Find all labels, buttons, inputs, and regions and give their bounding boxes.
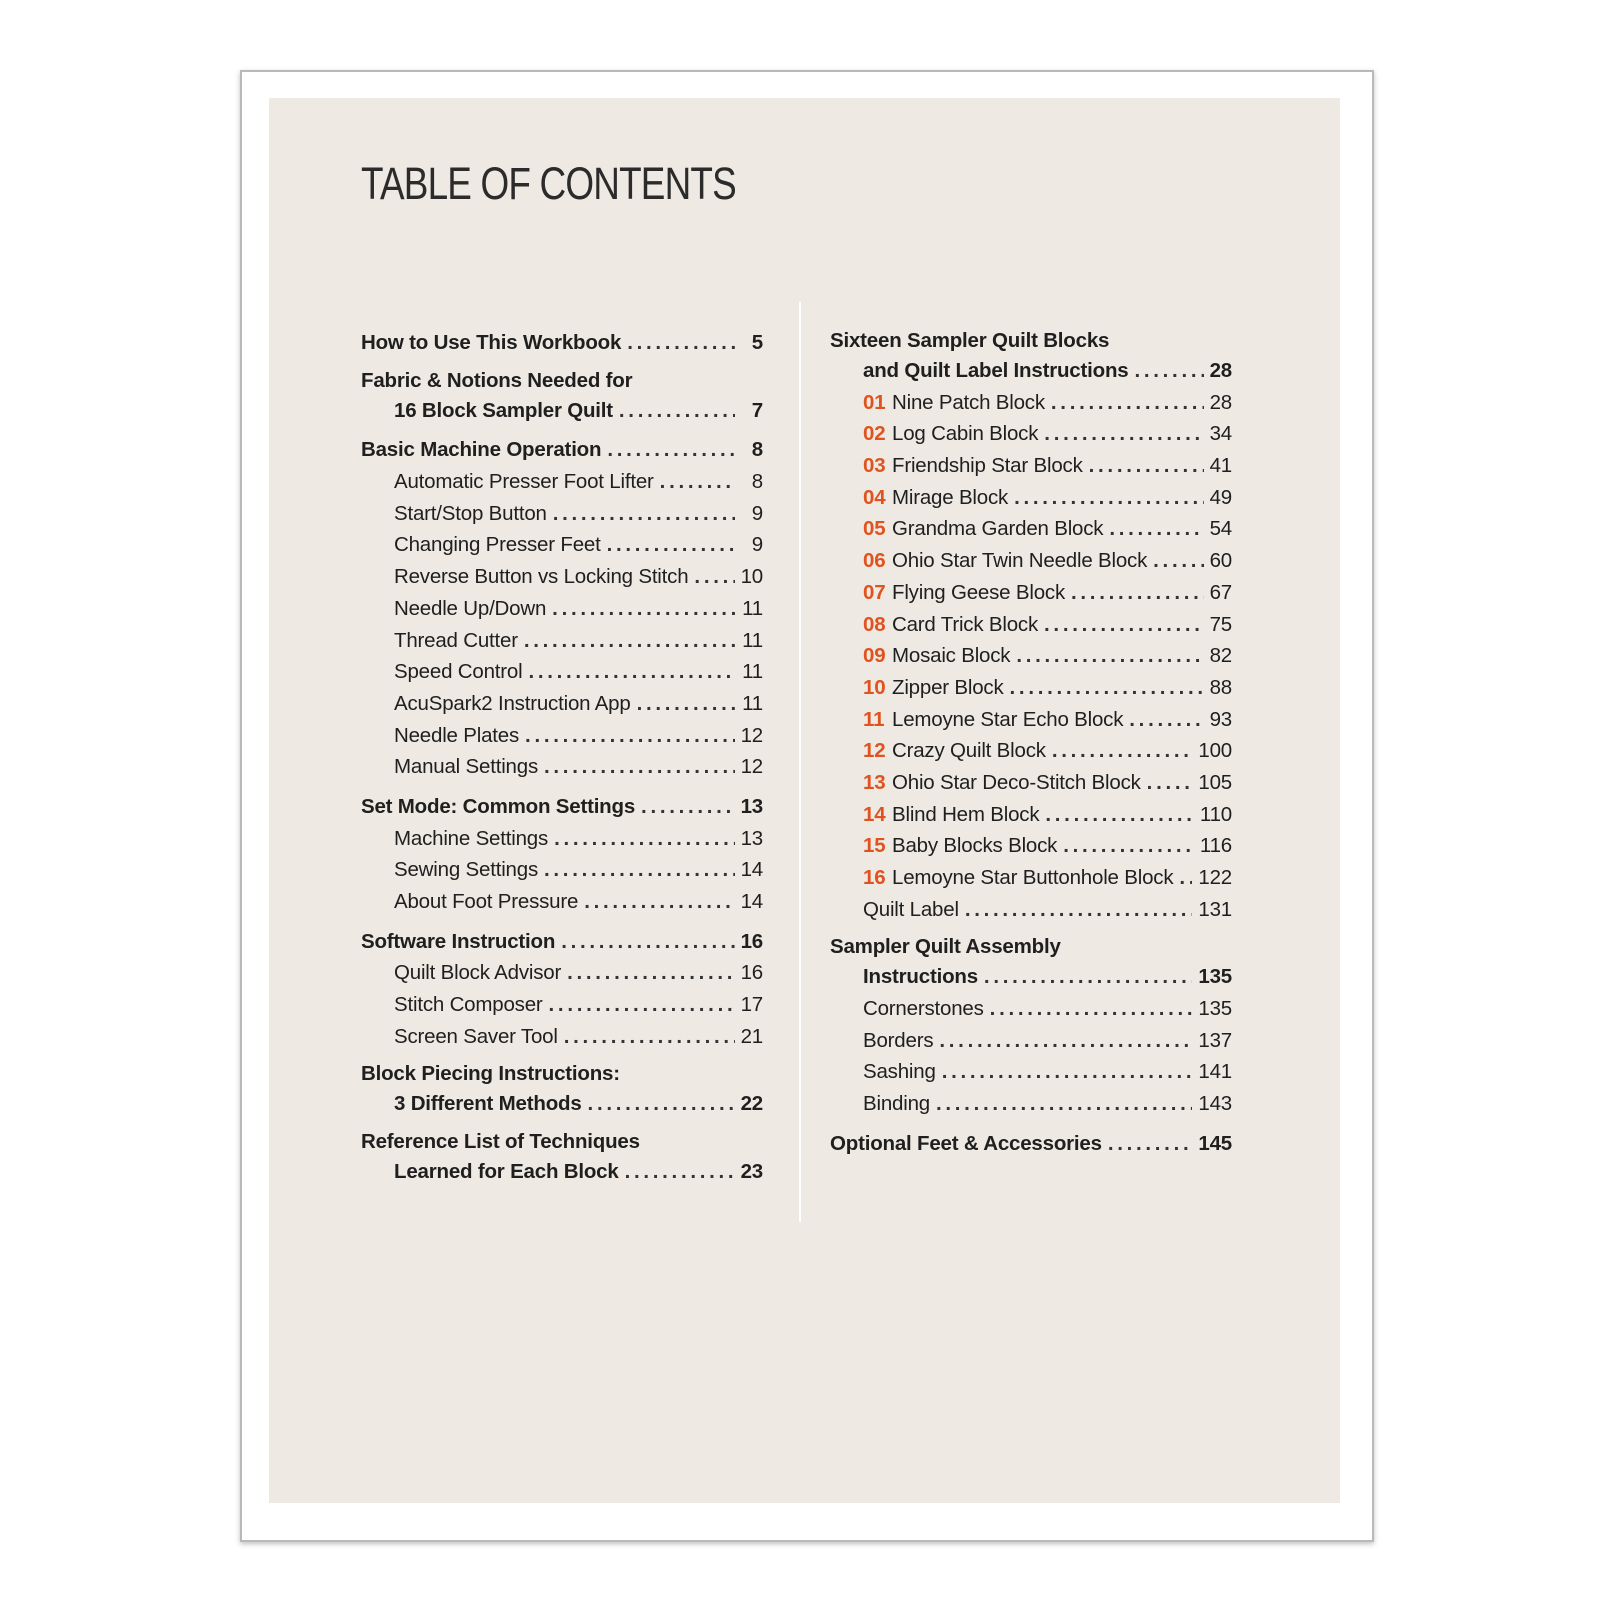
toc-entry-label: Log Cabin Block xyxy=(892,422,1039,446)
toc-page-number: 11 xyxy=(742,660,763,684)
toc-entry-software-instruction[interactable] xyxy=(361,926,763,958)
dot-leader xyxy=(525,720,735,752)
dot-leader xyxy=(607,434,735,466)
toc-entry-label: Quilt Block Advisor xyxy=(394,961,562,985)
toc-entry-start-stop-button[interactable] xyxy=(361,498,763,530)
block-number: 04 xyxy=(863,485,886,509)
toc-page-number: 67 xyxy=(1209,580,1232,604)
toc-entry-label: Flying Geese Block xyxy=(892,580,1066,604)
toc-page-number: 28 xyxy=(1209,390,1232,414)
toc-entry-grandma-garden-block[interactable] xyxy=(830,513,1232,545)
block-number: 09 xyxy=(863,644,886,668)
toc-page-number: 8 xyxy=(751,470,763,494)
toc-page-number: 135 xyxy=(1198,997,1232,1021)
toc-entry-label: Basic Machine Operation xyxy=(361,438,602,462)
toc-entry-how-to-use-this-workbook[interactable] xyxy=(361,327,763,359)
toc-entry-quilt-block-advisor[interactable] xyxy=(361,957,763,989)
toc-entry-zipper-block[interactable] xyxy=(830,672,1232,704)
toc-entry-label: Cornerstones xyxy=(863,997,984,1021)
toc-page-number: 75 xyxy=(1209,612,1232,636)
dot-leader xyxy=(1134,355,1203,387)
toc-section-heading[interactable] xyxy=(361,1060,763,1088)
toc-page-number: 7 xyxy=(751,398,763,422)
toc-entry-binding[interactable] xyxy=(830,1088,1232,1120)
toc-entry-label: 3 Different Methods xyxy=(394,1092,582,1116)
toc-entry-learned-for-each-block[interactable] xyxy=(361,1156,763,1188)
toc-entry-label: Borders xyxy=(863,1028,934,1052)
toc-entry-label: AcuSpark2 Instruction App xyxy=(394,691,631,715)
toc-entry-instructions[interactable] xyxy=(830,961,1232,993)
block-number: 10 xyxy=(863,675,886,699)
toc-page-number: 143 xyxy=(1198,1092,1232,1116)
dot-leader xyxy=(549,989,735,1021)
block-number: 13 xyxy=(863,770,886,794)
toc-entry-label: Ohio Star Deco-Stitch Block xyxy=(892,770,1141,794)
toc-page-number: 41 xyxy=(1209,454,1232,478)
toc-entry-lemoyne-star-echo-block[interactable] xyxy=(830,704,1232,736)
toc-page-number: 54 xyxy=(1209,517,1232,541)
toc-entry-flying-geese-block[interactable] xyxy=(830,577,1232,609)
dot-leader xyxy=(984,961,1192,993)
toc-entry-reverse-button-vs-locking-stitch[interactable] xyxy=(361,561,763,593)
block-number: 06 xyxy=(863,549,886,573)
dot-leader xyxy=(544,751,735,783)
dot-leader xyxy=(660,466,735,498)
toc-page-number: 116 xyxy=(1199,834,1232,858)
toc-entry-label: Instructions xyxy=(863,965,978,989)
toc-page-number: 5 xyxy=(751,331,763,354)
toc-entry-label: Needle Up/Down xyxy=(394,596,547,620)
toc-entry-label: Lemoyne Star Buttonhole Block xyxy=(892,866,1174,889)
toc-entry-label: Lemoyne Star Echo Block xyxy=(892,707,1124,731)
dot-leader xyxy=(694,561,734,593)
toc-page-number: 141 xyxy=(1198,1060,1232,1084)
toc-entry-label: About Foot Pressure xyxy=(394,890,579,913)
block-number: 12 xyxy=(863,739,886,763)
block-number: 08 xyxy=(863,612,886,636)
dot-leader xyxy=(1108,1128,1193,1160)
toc-heading-text: Sixteen Sampler Quilt Blocks xyxy=(830,329,1110,352)
toc-entry-about-foot-pressure[interactable] xyxy=(361,886,763,918)
toc-entry-label: Manual Settings xyxy=(394,755,539,779)
dot-leader xyxy=(1129,704,1203,736)
toc-entry-label: and Quilt Label Instructions xyxy=(863,359,1129,382)
block-number: 05 xyxy=(863,517,886,541)
toc-entry-card-trick-block[interactable] xyxy=(830,609,1232,641)
toc-section-heading[interactable] xyxy=(361,367,763,395)
toc-entry-needle-plates[interactable] xyxy=(361,720,763,752)
dot-leader xyxy=(942,1056,1193,1088)
toc-entry-thread-cutter[interactable] xyxy=(361,625,763,657)
dot-leader xyxy=(965,894,1193,926)
block-number: 02 xyxy=(863,422,886,446)
toc-page-number: 49 xyxy=(1209,485,1232,509)
toc-entry-3-different-methods[interactable] xyxy=(361,1088,763,1120)
toc-section-heading[interactable] xyxy=(830,933,1232,961)
dot-leader xyxy=(625,1156,735,1188)
toc-entry-label: Start/Stop Button xyxy=(394,501,547,525)
toc-entry-log-cabin-block[interactable] xyxy=(830,418,1232,450)
column-divider xyxy=(799,302,801,1222)
dot-leader xyxy=(1179,862,1192,894)
toc-entry-label: 16 Block Sampler Quilt xyxy=(394,398,613,422)
toc-page-number: 34 xyxy=(1209,422,1232,446)
toc-entry-label: How to Use This Workbook xyxy=(361,331,622,354)
toc-page-number: 14 xyxy=(740,890,763,913)
toc-entry-changing-presser-feet[interactable] xyxy=(361,529,763,561)
dot-leader xyxy=(567,957,734,989)
toc-entry-label: Binding xyxy=(863,1092,930,1116)
dot-leader xyxy=(1010,672,1204,704)
toc-page-number: 21 xyxy=(740,1024,763,1048)
toc-page-number: 131 xyxy=(1198,897,1232,921)
dot-leader xyxy=(1044,609,1204,641)
toc-entry-quilt-label[interactable] xyxy=(830,894,1232,926)
dot-leader xyxy=(1014,482,1204,514)
dot-leader xyxy=(619,395,735,427)
toc-page-number: 10 xyxy=(740,565,763,589)
toc-page-number: 11 xyxy=(742,691,763,715)
toc-entry-sewing-settings[interactable] xyxy=(361,854,763,886)
dot-leader xyxy=(1089,450,1204,482)
dot-leader xyxy=(1109,513,1203,545)
toc-entry-automatic-presser-foot-lifter[interactable] xyxy=(361,466,763,498)
toc-entry-borders[interactable] xyxy=(830,1025,1232,1057)
toc-entry-label: Card Trick Block xyxy=(892,612,1039,636)
dot-leader xyxy=(637,688,735,720)
toc-entry-label: Changing Presser Feet xyxy=(394,533,601,557)
toc-page-number: 11 xyxy=(742,596,763,620)
toc-left-column xyxy=(361,327,763,1188)
toc-entry-crazy-quilt-block[interactable] xyxy=(830,735,1232,767)
toc-entry-acuspark2-instruction-app[interactable] xyxy=(361,688,763,720)
block-number: 11 xyxy=(863,707,885,731)
dot-leader xyxy=(641,791,735,823)
toc-heading-text: Block Piecing Instructions: xyxy=(361,1062,620,1086)
toc-page-number: 11 xyxy=(742,628,763,652)
dot-leader xyxy=(552,593,735,625)
toc-page-number: 9 xyxy=(751,501,763,525)
toc-entry-label: Quilt Label xyxy=(863,897,959,921)
dot-leader xyxy=(607,529,735,561)
dot-leader xyxy=(990,993,1193,1025)
toc-page-number: 145 xyxy=(1198,1131,1232,1155)
toc-entry-sashing[interactable] xyxy=(830,1056,1232,1088)
toc-entry-needle-up-down[interactable] xyxy=(361,593,763,625)
toc-entry-nine-patch-block[interactable] xyxy=(830,387,1232,419)
block-number: 15 xyxy=(863,834,886,858)
dot-leader xyxy=(554,823,735,855)
toc-entry-label: Screen Saver Tool xyxy=(394,1024,558,1048)
toc-entry-set-mode-common-settings[interactable] xyxy=(361,791,763,823)
toc-entry-manual-settings[interactable] xyxy=(361,751,763,783)
toc-entry-label: Mosaic Block xyxy=(892,644,1011,668)
toc-page-number: 93 xyxy=(1209,707,1232,731)
toc-entry-label: Reverse Button vs Locking Stitch xyxy=(394,565,689,589)
dot-leader xyxy=(1045,799,1194,831)
toc-page-number: 137 xyxy=(1198,1028,1232,1052)
toc-page-number: 82 xyxy=(1209,644,1232,668)
toc-entry-label: Nine Patch Block xyxy=(892,390,1045,414)
toc-page-number: 14 xyxy=(740,858,763,882)
toc-page-number: 13 xyxy=(740,794,763,818)
toc-heading-text: Reference List of Techniques xyxy=(361,1130,640,1154)
toc-page-number: 22 xyxy=(740,1092,763,1116)
toc-entry-label: Zipper Block xyxy=(892,675,1004,699)
block-number: 03 xyxy=(863,454,886,478)
toc-entry-screen-saver-tool[interactable] xyxy=(361,1021,763,1053)
toc-page-number: 9 xyxy=(751,533,763,557)
toc-entry-basic-machine-operation[interactable] xyxy=(361,434,763,466)
toc-entry-speed-control[interactable] xyxy=(361,656,763,688)
toc-entry-label: Mirage Block xyxy=(892,485,1009,509)
dot-leader xyxy=(528,656,735,688)
toc-entry-blind-hem-block[interactable] xyxy=(830,799,1232,831)
toc-page-number: 13 xyxy=(740,826,763,850)
toc-entry-lemoyne-star-buttonhole-block[interactable] xyxy=(830,862,1232,894)
dot-leader xyxy=(1044,418,1203,450)
dot-leader xyxy=(553,498,735,530)
toc-entry-label: Sewing Settings xyxy=(394,858,539,882)
toc-page-number: 110 xyxy=(1199,802,1232,826)
toc-page-number: 12 xyxy=(740,755,763,779)
dot-leader xyxy=(524,625,735,657)
toc-entry-label: Grandma Garden Block xyxy=(892,517,1104,541)
dot-leader xyxy=(544,854,735,886)
toc-entry-label: Blind Hem Block xyxy=(892,802,1040,826)
toc-section-heading[interactable] xyxy=(830,327,1232,355)
dot-leader xyxy=(1147,767,1193,799)
page-title: TABLE OF CONTENTS xyxy=(361,158,736,209)
toc-entry-label: Software Instruction xyxy=(361,929,556,953)
toc-entry-machine-settings[interactable] xyxy=(361,823,763,855)
toc-entry-mirage-block[interactable] xyxy=(830,482,1232,514)
dot-leader xyxy=(561,926,734,958)
dot-leader xyxy=(939,1025,1192,1057)
block-number: 16 xyxy=(863,866,886,889)
block-number: 14 xyxy=(863,802,886,826)
toc-entry-stitch-composer[interactable] xyxy=(361,989,763,1021)
dot-leader xyxy=(1052,735,1193,767)
toc-entry-label: Thread Cutter xyxy=(394,628,518,652)
toc-entry-label: Speed Control xyxy=(394,660,523,684)
toc-entry-label: Optional Feet & Accessories xyxy=(830,1131,1102,1155)
dot-leader xyxy=(1016,640,1203,672)
toc-page-number: 8 xyxy=(751,438,763,462)
toc-page-number: 12 xyxy=(740,723,763,747)
toc-entry-cornerstones[interactable] xyxy=(830,993,1232,1025)
toc-page-number: 88 xyxy=(1209,675,1232,699)
toc-entry-label: Set Mode: Common Settings xyxy=(361,794,636,818)
toc-page-number: 23 xyxy=(740,1160,763,1184)
toc-entry-label: Automatic Presser Foot Lifter xyxy=(394,470,654,494)
toc-entry-label: Learned for Each Block xyxy=(394,1160,619,1184)
toc-entry-label: Needle Plates xyxy=(394,723,520,747)
dot-leader xyxy=(627,327,735,359)
toc-entry-ohio-star-twin-needle-block[interactable] xyxy=(830,545,1232,577)
toc-page-number: 100 xyxy=(1198,739,1232,763)
toc-entry-label: Ohio Star Twin Needle Block xyxy=(892,549,1148,573)
dot-leader xyxy=(584,886,734,918)
toc-page-number: 16 xyxy=(740,929,763,953)
toc-page-number: 105 xyxy=(1198,770,1232,794)
toc-entry-16-block-sampler-quilt[interactable] xyxy=(361,395,763,427)
dot-leader xyxy=(1071,577,1204,609)
toc-entry-label: Machine Settings xyxy=(394,826,549,850)
toc-heading-text: Fabric & Notions Needed for xyxy=(361,368,633,392)
toc-entry-label: Baby Blocks Block xyxy=(892,834,1058,858)
toc-entry-label: Friendship Star Block xyxy=(892,454,1083,478)
toc-entry-friendship-star-block[interactable] xyxy=(830,450,1232,482)
dot-leader xyxy=(1153,545,1203,577)
dot-leader xyxy=(1051,387,1204,419)
toc-entry-baby-blocks-block[interactable] xyxy=(830,830,1232,862)
toc-heading-text: Sampler Quilt Assembly xyxy=(830,935,1061,959)
toc-entry-label: Stitch Composer xyxy=(394,993,543,1017)
toc-page-number: 60 xyxy=(1209,549,1232,573)
toc-entry-label: Crazy Quilt Block xyxy=(892,739,1046,763)
toc-entry-and-quilt-label-instructions[interactable] xyxy=(830,355,1232,387)
block-number: 01 xyxy=(863,390,886,414)
toc-entry-optional-feet-and-accessories[interactable] xyxy=(830,1128,1232,1160)
block-number: 07 xyxy=(863,580,886,604)
dot-leader xyxy=(936,1088,1192,1120)
toc-entry-mosaic-block[interactable] xyxy=(830,640,1232,672)
toc-page-number: 17 xyxy=(740,993,763,1017)
toc-right-column xyxy=(830,327,1232,1160)
toc-entry-ohio-star-deco-stitch-block[interactable] xyxy=(830,767,1232,799)
dot-leader xyxy=(564,1021,735,1053)
toc-page-number: 16 xyxy=(740,961,763,985)
toc-page-number: 135 xyxy=(1198,965,1232,989)
toc-page-number: 28 xyxy=(1209,359,1232,382)
toc-section-heading[interactable] xyxy=(361,1128,763,1156)
toc-page-number: 122 xyxy=(1198,866,1232,889)
dot-leader xyxy=(588,1088,735,1120)
dot-leader xyxy=(1063,830,1194,862)
toc-entry-label: Sashing xyxy=(863,1060,936,1084)
